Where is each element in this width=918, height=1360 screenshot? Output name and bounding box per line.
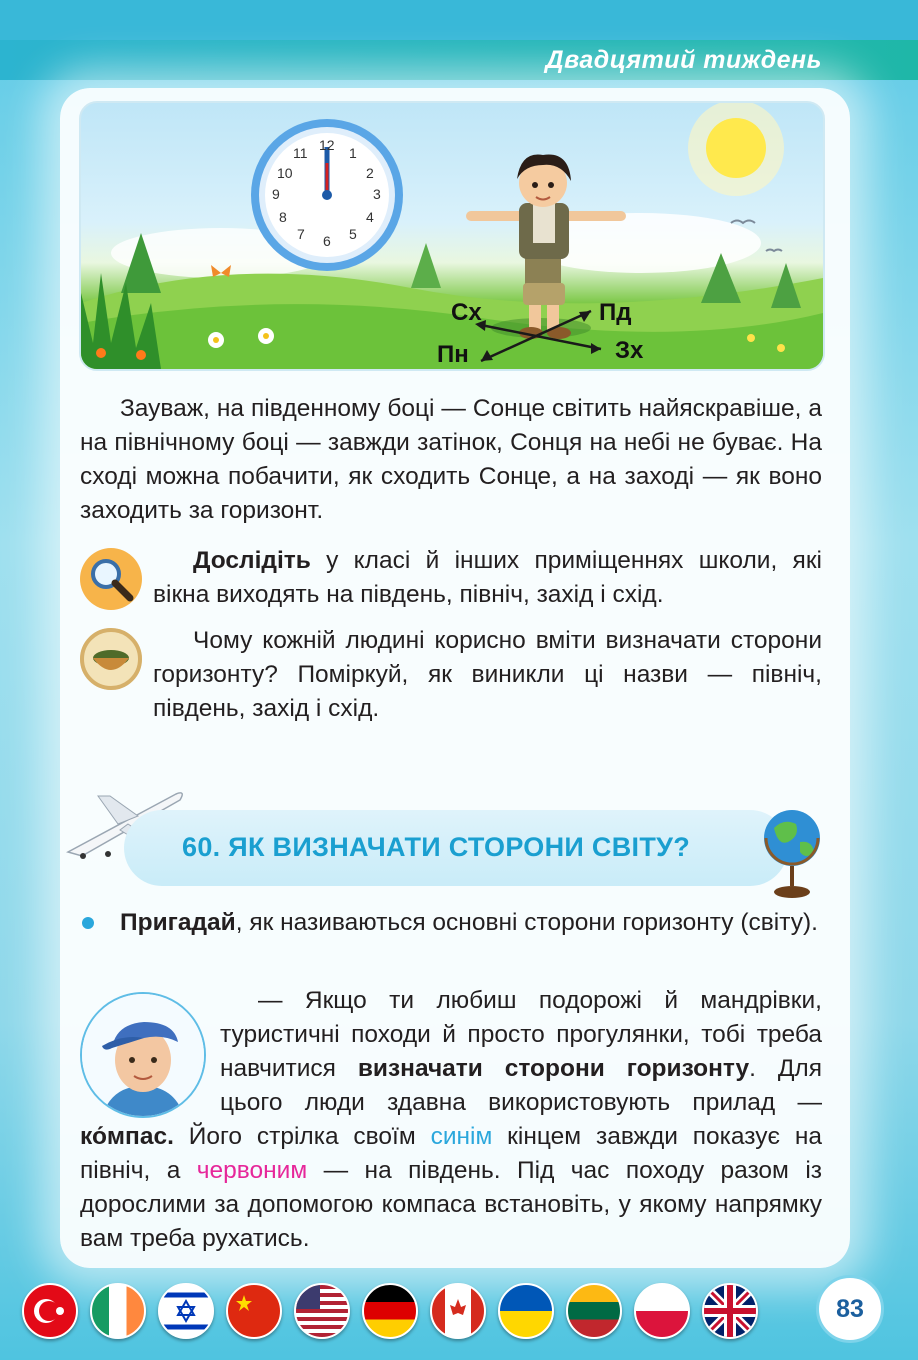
red-word: червоним [196,1157,308,1184]
dialog-part1: — Якщо ти любиш подорожі й мандрівки, туристичні походи й просто прогулянки, тобі треба навчитися [220,987,822,1082]
dialog-bold-1: визначати сторони горизонту [357,1055,750,1082]
page-number: 83 [836,1294,864,1323]
clock-number: 6 [323,233,331,249]
magnifier-icon [80,548,142,610]
direction-north: Пн [437,341,469,368]
recall-bold: Пригадай [120,909,236,936]
clock-number: 9 [272,186,280,202]
direction-east: Сх [451,299,482,326]
israel-flag-icon [158,1283,214,1339]
clock-icon [249,117,405,273]
research-paragraph [153,544,822,612]
page-number-badge [816,1275,884,1343]
germany-flag-icon [362,1283,418,1339]
clock-number: 3 [373,186,381,202]
avatar-spacer [80,984,220,1120]
direction-south: Пд [599,299,632,326]
landscape-svg [81,103,823,369]
clock-number: 8 [279,209,287,225]
poland-flag-icon [634,1283,690,1339]
dialog-part2: . Для цього люди здавна використовують прилад — [220,1055,822,1116]
blue-word: синім [430,1123,493,1150]
top-band [0,0,918,40]
china-flag-icon [226,1283,282,1339]
globe-icon [760,802,824,902]
research-text: у класі й інших приміщеннях школи, які вікна виходять на південь, північ, захід і схід. [153,547,822,608]
clock-number: 1 [349,145,357,161]
dialog-paragraph [80,984,822,1256]
dialog-part3: Його стрілка своїм [173,1123,431,1150]
bullet-dot [82,917,94,929]
clock-number: 2 [366,165,374,181]
canada-flag-icon [430,1283,486,1339]
ukraine-flag-icon [498,1283,554,1339]
question-paragraph: Чому кожній людині корисно вміти визначати сторони горизонту? Поміркуй, як виникли ці назви — північ, південь, захід і схід. [153,627,822,722]
clock-number: 4 [366,209,374,225]
ireland-flag-icon [90,1283,146,1339]
week-title: Двадцятий тиждень [545,46,822,74]
clock-number: 10 [277,165,293,181]
lesson-title: 60. ЯК ВИЗНАЧАТИ СТОРОНИ СВІТУ? [182,832,690,862]
clock-number: 12 [319,137,335,153]
basket-icon [80,628,142,690]
uk-flag-icon [702,1283,758,1339]
dialog-part4: кінцем завжди показує на північ, а [80,1123,822,1184]
paragraph-sun: Зауваж, на південному боці — Сонце світить найяскравіше, а на північному боці — завжди затінок, Сонця на небі не буває. На сході можна побачити, як сходить Сонце, а на заході — як воно заходить за горизонт. [80,395,822,524]
recall-paragraph [120,906,822,940]
direction-west: Зх [615,337,644,364]
recall-text: , як називаються основні сторони горизонту (світу). [235,909,818,936]
research-bold: Дослідіть [193,547,311,574]
turkey-flag-icon [22,1283,78,1339]
scene-illustration [79,101,825,371]
dialog-part5: — на південь. Під час походу разом із дорослими за допомогою компаса встановіть, у якому напрямку вам треба рухатись. [80,1157,822,1252]
usa-flag-canton [296,1285,320,1309]
usa-flag-icon [294,1283,350,1339]
flags-row [22,1283,782,1337]
dialog-bold-2: ко́мпас. [80,1123,174,1150]
clock-number: 5 [349,226,357,242]
lithuania-flag-icon [566,1283,622,1339]
clock-number: 11 [293,145,308,161]
clock-number: 7 [297,226,305,242]
